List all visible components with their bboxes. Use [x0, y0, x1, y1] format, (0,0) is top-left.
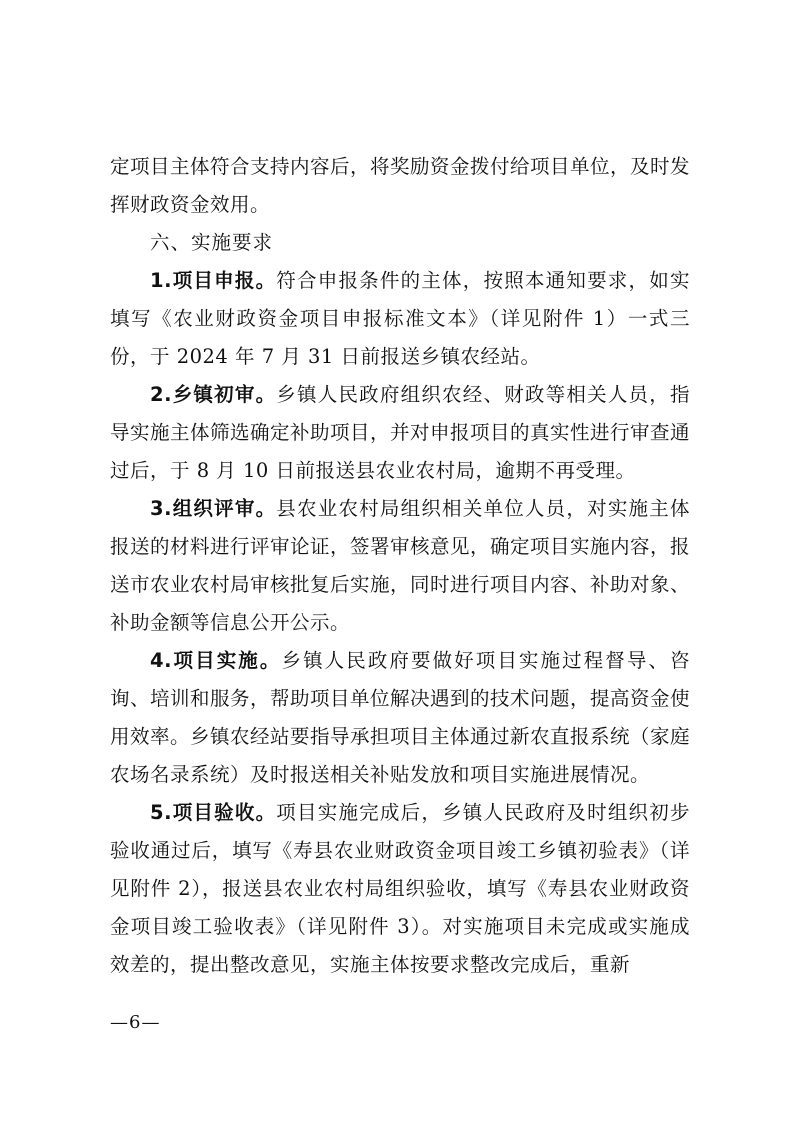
item-paragraph-1 [110, 262, 690, 376]
item-text-4: 乡镇人民政府要做好项目实施过程督导、咨询、培训和服务，帮助项目单位解决遇到的技术问题，提高资金使用效率。乡镇农经站要指导承担项目主体通过新农直报系统（家庭农场名录系统）及时报送相关补贴发放和项目实施进展情况。 [110, 649, 691, 786]
item-paragraph-3 [110, 490, 690, 642]
document-body [110, 148, 690, 984]
item-paragraph-2 [110, 376, 690, 490]
section-heading: 六、实施要求 [150, 231, 274, 254]
item-text-3: 县农业农村局组织相关单位人员，对实施主体报送的材料进行评审论证，签署审核意见，确定项目实施内容，报送市农业农村局审核批复后实施，同时进行项目内容、补助对象、补助金额等信息公开公示。 [110, 497, 691, 634]
continuation-paragraph: 定项目主体符合支持内容后，将奖励资金拨付给项目单位，及时发挥财政资金效用。 [110, 155, 691, 216]
item-paragraph-5 [110, 794, 690, 984]
item-lead-4: 4.项目实施。 [150, 649, 282, 672]
item-text-2: 乡镇人民政府组织农经、财政等相关人员，指导实施主体筛选确定补助项目，并对申报项目的真实性进行审查通过后，于 8 月 10 日前报送县农业农村局，逾期不再受理。 [110, 383, 691, 482]
item-paragraph-4 [110, 642, 690, 794]
item-text-1: 符合申报条件的主体，按照本通知要求，如实填写《农业财政资金项目申报标准文本》（详见附件 1）一式三份，于 2024 年 7 月 31 日前报送乡镇农经站。 [110, 269, 690, 368]
item-text-5: 项目实施完成后，乡镇人民政府及时组织初步验收通过后，填写《寿县农业财政资金项目竣工乡镇初验表》（详见附件 2），报送县农业农村局组织验收，填写《寿县农业财政资金项目竣工验收表》（详见附件 3）。对实施项目未完成或实施成效差的，提出整改意见，实施主体按要求整改完成后，重新 [110, 801, 690, 976]
page-number: —6— [110, 1012, 161, 1033]
item-lead-3: 3.组织评审。 [150, 497, 277, 520]
item-lead-2: 2.乡镇初审。 [150, 383, 277, 406]
item-lead-1: 1.项目申报。 [150, 269, 277, 292]
item-lead-5: 5.项目验收。 [150, 801, 277, 824]
